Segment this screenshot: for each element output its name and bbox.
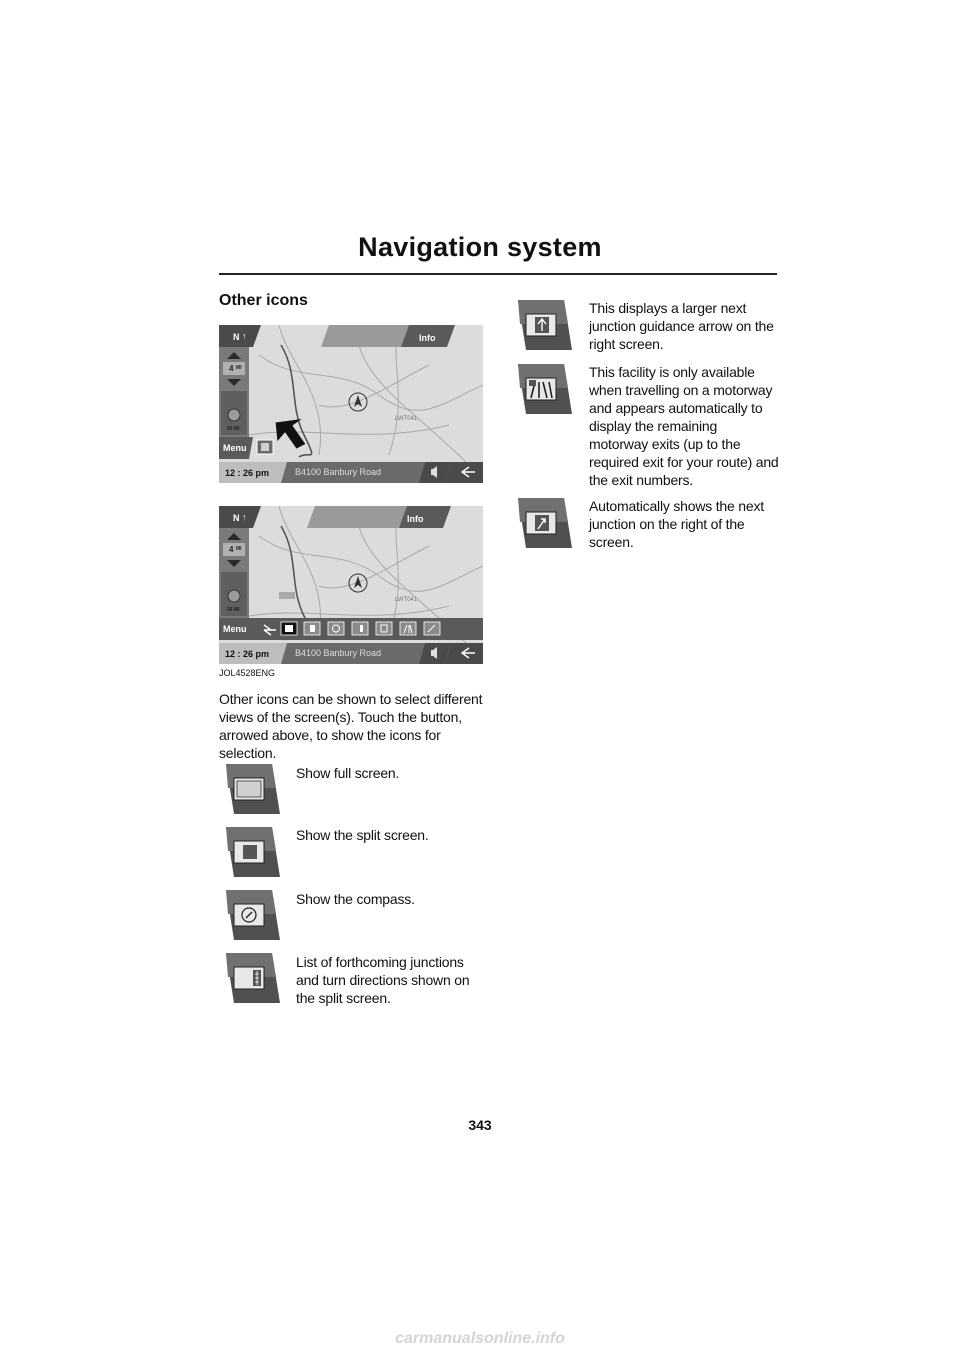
map-place-label: LWT041 [395,416,418,422]
right-icon-text-1: This displays a larger next junction guidance arrow on the right screen. [589,300,774,352]
north-up-label[interactable]: N [233,513,240,523]
page-number: 343 [468,1117,492,1133]
north-arrow-icon: ↑ [242,331,247,341]
full-screen-icon [224,764,280,816]
section-heading: Other icons [219,292,308,309]
scale-unit: MI [236,546,242,552]
clock: 12 : 26 pm [225,468,270,478]
left-icon-text-2: Show the split screen. [296,827,429,843]
compass-icon [224,890,280,942]
page-title: Navigation system [358,232,602,262]
info-button[interactable]: Info [419,333,436,343]
north-up-label[interactable]: N [233,332,240,342]
intro-paragraph: Other icons can be shown to select different views of the screen(s). Touch the button, arrowed above, to show the icons for selection. [219,691,483,761]
info-button[interactable]: Info [407,514,424,524]
nav-screen-2 [219,506,483,664]
distance-label: 56 MI [227,607,240,613]
right-icon-text-3: Automatically shows the next junction on the right of the screen. [589,498,764,550]
menu-button[interactable]: Menu [223,624,247,634]
road-name: B4100 Banbury Road [295,467,382,477]
split-screen-icon [224,827,280,879]
watermark: carmanualsonline.info [395,1330,565,1347]
scale-value: 4 [229,545,234,554]
menu-button[interactable]: Menu [223,443,247,453]
road-name: B4100 Banbury Road [295,648,382,658]
map-graphic [219,325,483,483]
next-junction-icon [516,498,572,550]
motorway-exits-icon [516,364,572,416]
right-icon-text-2: This facility is only available when travelling on a motorway and appears automatically to display the remaining motorway exits (up to the required exit for your route) and the exit numbers. [589,364,779,488]
scale-value: 4 [229,364,234,373]
left-icon-text-4: List of forthcoming junctions and turn directions shown on the split screen. [296,954,470,1006]
scale-unit: MI [236,365,242,371]
nav-screen-1 [219,325,483,483]
distance-label: 56 MI [227,426,240,432]
map-graphic [219,506,483,664]
left-icon-text-1: Show full screen. [296,765,400,781]
clock: 12 : 26 pm [225,649,270,659]
title-rule [219,273,777,275]
left-icon-text-3: Show the compass. [296,891,415,907]
junction-list-icon [224,953,280,1005]
figure-caption: JOL4528ENG [219,668,276,678]
north-arrow-icon: ↑ [242,512,247,522]
junction-arrow-icon [516,300,572,352]
map-place-label: LWT041 [395,597,418,603]
